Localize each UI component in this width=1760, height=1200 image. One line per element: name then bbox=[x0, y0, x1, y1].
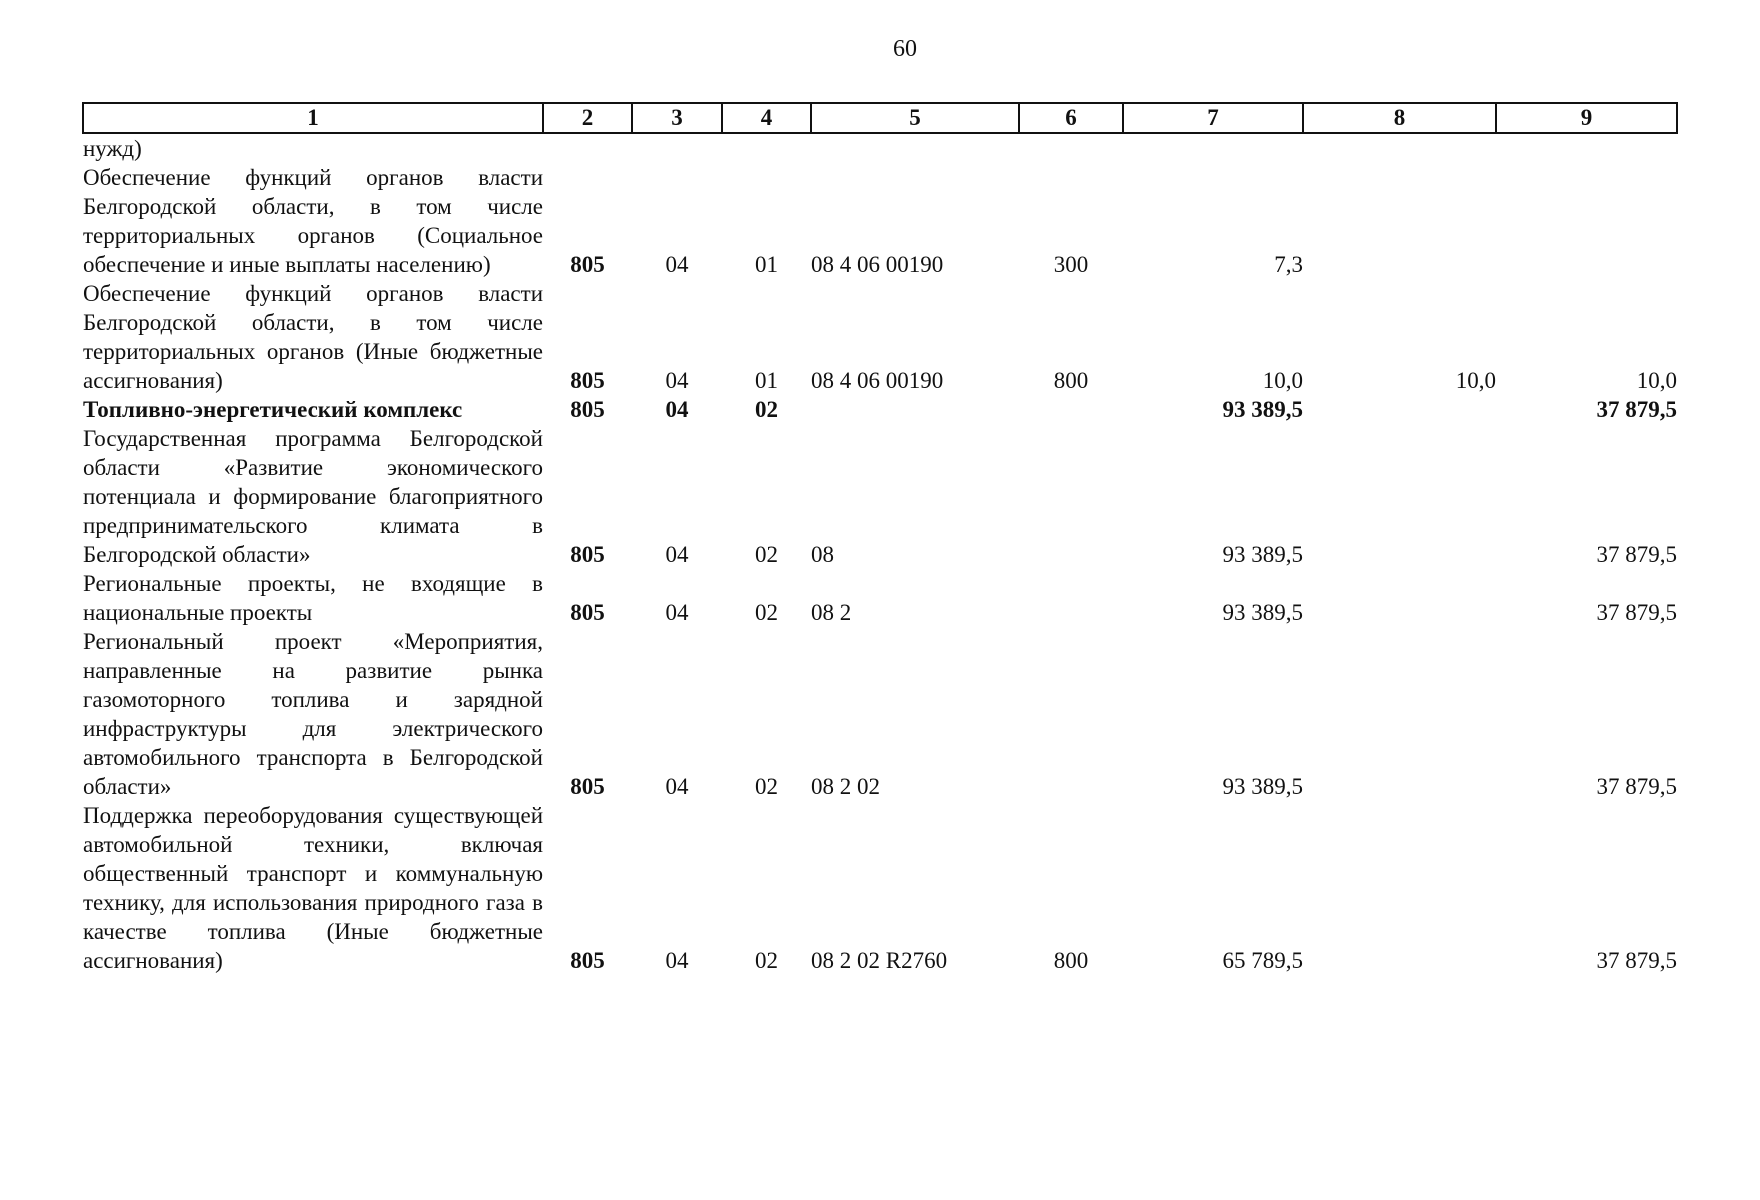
cell-col7: 93 389,5 bbox=[1222, 397, 1303, 422]
cell-col9: 37 879,5 bbox=[1596, 542, 1677, 567]
cell-col9 bbox=[1496, 163, 1677, 279]
row-description: Региональный проект «Мероприятия, направленные на развитие рынка газомоторного топлива и зарядной инфраструктуры для электрического автомобильного транспорта в Белгородской области» bbox=[83, 629, 543, 799]
col-header: 9 bbox=[1496, 103, 1677, 133]
table-row bbox=[83, 163, 1677, 279]
cell-col3 bbox=[632, 133, 722, 163]
cell-col3: 04 bbox=[665, 397, 689, 422]
cell-col6 bbox=[1019, 627, 1123, 801]
cell-col9: 37 879,5 bbox=[1596, 774, 1677, 799]
cell-col8 bbox=[1303, 569, 1496, 627]
cell-col9: 37 879,5 bbox=[1596, 948, 1677, 973]
cell-col6: 800 bbox=[1053, 368, 1089, 393]
cell-col7: 10,0 bbox=[1262, 368, 1303, 393]
cell-col3: 04 bbox=[665, 948, 689, 973]
cell-col7: 7,3 bbox=[1274, 252, 1303, 277]
cell-col5: 08 4 06 00190 bbox=[811, 368, 944, 393]
table-row bbox=[83, 133, 1677, 163]
cell-col2: 805 bbox=[570, 252, 605, 277]
cell-col3: 04 bbox=[665, 542, 689, 567]
cell-col2: 805 bbox=[570, 368, 605, 393]
col-header: 5 bbox=[811, 103, 1019, 133]
cell-col2: 805 bbox=[570, 948, 605, 973]
cell-col7: 65 789,5 bbox=[1222, 948, 1303, 973]
cell-col5 bbox=[811, 133, 1019, 163]
cell-col2: 805 bbox=[570, 542, 605, 567]
cell-col6 bbox=[1019, 395, 1123, 424]
cell-col5: 08 2 02 R2760 bbox=[811, 948, 948, 973]
col-header: 4 bbox=[722, 103, 811, 133]
cell-col3: 04 bbox=[665, 600, 689, 625]
row-description: Поддержка переоборудования существующей автомобильной техники, включая общественный транспорт и коммунальную технику, для использования природного газа в качестве топлива (Иные бюджетные ассигнования) bbox=[83, 803, 543, 973]
cell-col9 bbox=[1496, 133, 1677, 163]
col-header: 6 bbox=[1019, 103, 1123, 133]
cell-col8 bbox=[1303, 163, 1496, 279]
budget-table bbox=[82, 102, 1678, 975]
cell-col9: 10,0 bbox=[1636, 368, 1677, 393]
cell-col3: 04 bbox=[665, 368, 689, 393]
col-header: 8 bbox=[1303, 103, 1496, 133]
cell-col2 bbox=[543, 133, 632, 163]
cell-col7: 93 389,5 bbox=[1222, 542, 1303, 567]
row-description: нужд) bbox=[83, 136, 142, 161]
cell-col4: 02 bbox=[755, 948, 778, 973]
cell-col9: 37 879,5 bbox=[1596, 397, 1677, 422]
cell-col5: 08 bbox=[811, 542, 834, 567]
cell-col6: 800 bbox=[1053, 948, 1089, 973]
cell-col4: 02 bbox=[755, 542, 778, 567]
cell-col8 bbox=[1303, 395, 1496, 424]
cell-col5: 08 2 bbox=[811, 600, 852, 625]
row-description: Обеспечение функций органов власти Белгородской области, в том числе территориальных органов (Социальное обеспечение и иные выплаты населению) bbox=[83, 165, 543, 277]
row-description: Государственная программа Белгородской области «Развитие экономического потенциала и формирование благоприятного предпринимательского климата в Белгородской области» bbox=[83, 426, 543, 567]
cell-col6: 300 bbox=[1053, 252, 1089, 277]
cell-col4: 02 bbox=[755, 397, 778, 422]
row-description: Региональные проекты, не входящие в национальные проекты bbox=[83, 571, 543, 625]
row-description: Обеспечение функций органов власти Белгородской области, в том числе территориальных органов (Иные бюджетные ассигнования) bbox=[83, 281, 543, 393]
cell-col6 bbox=[1019, 424, 1123, 569]
page-number: 60 bbox=[893, 36, 917, 62]
cell-col7: 93 389,5 bbox=[1222, 774, 1303, 799]
cell-col2: 805 bbox=[570, 397, 605, 422]
table-row bbox=[83, 424, 1677, 569]
cell-col8 bbox=[1303, 801, 1496, 975]
cell-col7: 93 389,5 bbox=[1222, 600, 1303, 625]
cell-col8 bbox=[1303, 424, 1496, 569]
table-row bbox=[83, 279, 1677, 395]
table-row bbox=[83, 627, 1677, 801]
cell-col6 bbox=[1019, 133, 1123, 163]
cell-col6 bbox=[1019, 569, 1123, 627]
cell-col5: 08 4 06 00190 bbox=[811, 252, 944, 277]
col-header: 7 bbox=[1123, 103, 1303, 133]
cell-col4 bbox=[722, 133, 811, 163]
cell-col4: 01 bbox=[755, 252, 778, 277]
cell-col8: 10,0 bbox=[1455, 368, 1496, 393]
cell-col4: 01 bbox=[755, 368, 778, 393]
col-header: 2 bbox=[543, 103, 632, 133]
cell-col4: 02 bbox=[755, 600, 778, 625]
table-row bbox=[83, 569, 1677, 627]
table-row bbox=[83, 801, 1677, 975]
cell-col3: 04 bbox=[665, 252, 689, 277]
cell-col4: 02 bbox=[755, 774, 778, 799]
cell-col8 bbox=[1303, 627, 1496, 801]
row-description: Топливно-энергетический комплекс bbox=[83, 397, 463, 422]
cell-col2: 805 bbox=[570, 774, 605, 799]
cell-col7 bbox=[1123, 133, 1303, 163]
cell-col8 bbox=[1303, 133, 1496, 163]
cell-col3: 04 bbox=[665, 774, 689, 799]
header-row bbox=[83, 103, 1677, 133]
cell-col9: 37 879,5 bbox=[1596, 600, 1677, 625]
cell-col5 bbox=[811, 395, 1019, 424]
col-header: 1 bbox=[83, 103, 543, 133]
cell-col5: 08 2 02 bbox=[811, 774, 880, 799]
cell-col2: 805 bbox=[570, 600, 605, 625]
col-header: 3 bbox=[632, 103, 722, 133]
table-row bbox=[83, 395, 1677, 424]
